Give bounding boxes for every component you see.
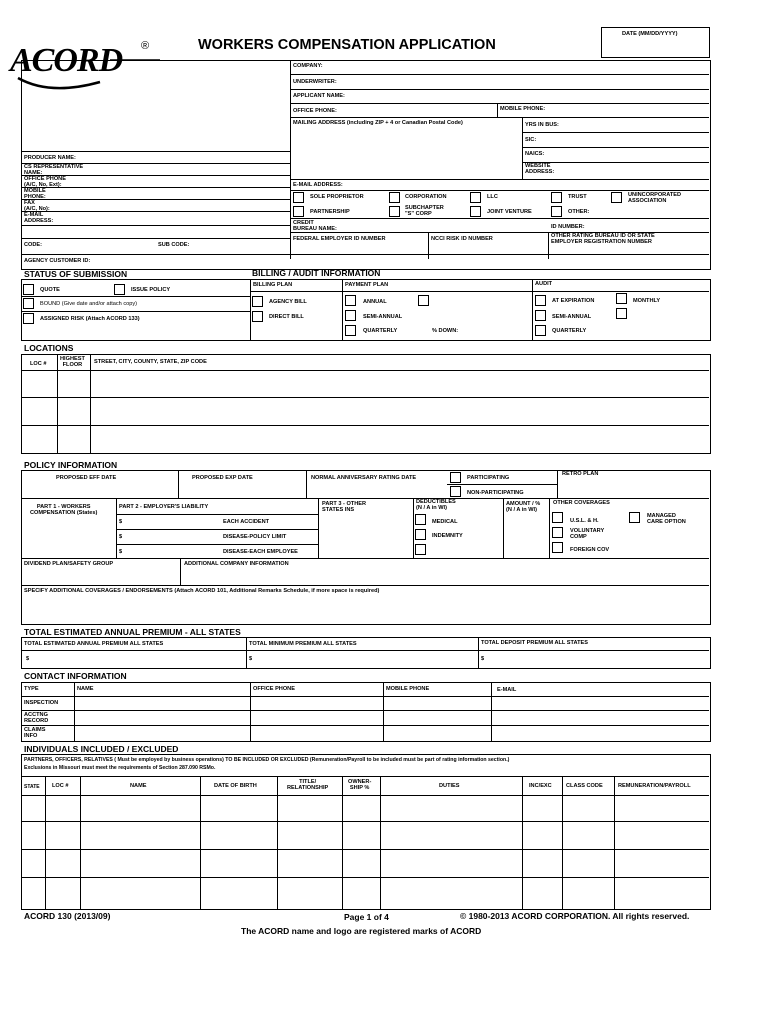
title-header: TITLE/ RELATIONSHIP (287, 779, 329, 791)
inspection-label: INSPECTION (24, 700, 59, 706)
audit-semi-annual-checkbox[interactable] (535, 310, 546, 321)
proposed-exp-label: PROPOSED EXP DATE (192, 475, 253, 481)
loc-col-header: LOC # (30, 361, 47, 367)
deductibles-label: DEDUCTIBLES (N / A in WI) (416, 499, 456, 511)
specify-additional-label: SPECIFY ADDITIONAL COVERAGES / ENDORSEMENTS (Attach ACORD 101, Additional Remarks Schedule, if more space is required) (24, 588, 380, 594)
website-label: WEBSITE ADDRESS: (525, 163, 555, 175)
at-expiration-label: AT EXPIRATION (552, 298, 595, 304)
inc-exc-header: INC/EXC (529, 783, 552, 789)
contact-table (21, 682, 711, 742)
part1-label: PART 1 - WORKERS COMPENSATION (States) (30, 504, 98, 516)
total-deposit-dollar: $ (481, 656, 485, 662)
bound-checkbox[interactable] (23, 298, 34, 309)
registered-mark: ® (141, 40, 150, 52)
billing-plan-label: BILLING PLAN (253, 282, 293, 288)
total-min-dollar: $ (249, 656, 253, 662)
producer-name-label: PRODUCER NAME: (24, 155, 76, 161)
usl-h-label: U.S.L. & H. (570, 518, 599, 524)
policy-heading: POLICY INFORMATION (24, 460, 118, 470)
annual-checkbox[interactable] (345, 295, 356, 306)
issue-policy-checkbox[interactable] (114, 284, 125, 295)
agency-bill-label: AGENCY BILL (269, 299, 307, 305)
dollar-disease-each: $ (119, 549, 123, 555)
premium-heading: TOTAL ESTIMATED ANNUAL PREMIUM - ALL STATES (24, 627, 241, 637)
remuneration-header: REMUNERATION/PAYROLL (618, 783, 691, 789)
voluntary-comp-checkbox[interactable] (552, 527, 563, 538)
at-expiration-checkbox[interactable] (535, 295, 546, 306)
retro-plan-label: RETRO PLAN (562, 471, 599, 477)
agency-customer-id-label: AGENCY CUSTOMER ID: (24, 258, 91, 264)
trademark: The ACORD name and logo are registered marks of ACORD (241, 926, 482, 936)
participating-label: PARTICIPATING (467, 475, 510, 481)
cs-rep-label: CS REPRESENTATIVE NAME: (24, 164, 84, 176)
logo-text: ACORD (10, 42, 123, 79)
audit-quarterly-checkbox[interactable] (535, 325, 546, 336)
non-participating-label: NON-PARTICIPATING (467, 490, 524, 496)
quarterly-checkbox[interactable] (345, 325, 356, 336)
indiv-loc-header: LOC # (52, 783, 69, 789)
monthly-label: MONTHLY (633, 298, 661, 304)
duties-header: DUTIES (439, 783, 460, 789)
medical-label: MEDICAL (432, 519, 458, 525)
sole-proprietor-checkbox[interactable] (293, 192, 304, 203)
agency-mobile-label: MOBILE PHONE: (24, 188, 46, 200)
total-deposit-label: TOTAL DEPOSIT PREMIUM ALL STATES (481, 640, 589, 646)
unincorporated-checkbox[interactable] (611, 192, 622, 203)
claims-label: CLAIMS INFO (24, 727, 46, 739)
managed-care-label: MANAGED CARE OPTION (647, 513, 686, 525)
llc-label: LLC (487, 194, 498, 200)
joint-venture-label: JOINT VENTURE (487, 209, 532, 215)
total-min-label: TOTAL MINIMUM PREMIUM ALL STATES (249, 641, 357, 647)
locations-heading: LOCATIONS (24, 343, 74, 353)
foreign-cov-checkbox[interactable] (552, 542, 563, 553)
agency-email-label: E-MAIL ADDRESS: (24, 212, 54, 224)
audit-label: AUDIT (535, 281, 553, 287)
quote-checkbox[interactable] (23, 284, 34, 295)
agency-office-phone-label: OFFICE PHONE (A/C, No, Ext): (24, 176, 66, 188)
trust-label: TRUST (568, 194, 587, 200)
individuals-heading: INDIVIDUALS INCLUDED / EXCLUDED (24, 744, 179, 754)
corporation-checkbox[interactable] (389, 192, 400, 203)
highest-floor-header: HIGHEST FLOOR (60, 356, 85, 368)
class-code-header: CLASS CODE (566, 783, 603, 789)
payment-plan-label: PAYMENT PLAN (345, 282, 389, 288)
subchapter-s-label: SUBCHAPTER "S" CORP (405, 205, 444, 217)
contact-type-header: TYPE (24, 686, 39, 692)
accounting-label: ACCTNG RECORD (24, 712, 49, 724)
indiv-name-header: NAME (130, 783, 147, 789)
mailing-address-label: MAILING ADDRESS (including ZIP + 4 or Canadian Postal Code) (293, 120, 463, 126)
contact-office-header: OFFICE PHONE (253, 686, 295, 692)
page-number: Page 1 of 4 (344, 912, 389, 922)
other-entity-checkbox[interactable] (551, 206, 562, 217)
part3-label: PART 3 - OTHER STATES INS (322, 501, 367, 513)
joint-venture-checkbox[interactable] (470, 206, 481, 217)
voluntary-comp-label: VOLUNTARY COMP (570, 528, 605, 540)
company-label: COMPANY: (293, 63, 323, 69)
total-est-dollar: $ (26, 656, 30, 662)
total-est-label: TOTAL ESTIMATED ANNUAL PREMIUM ALL STATES (24, 641, 164, 647)
disease-policy-label: DISEASE-POLICY LIMIT (223, 534, 287, 540)
unincorporated-label: UNINCORPORATED ASSOCIATION (628, 192, 682, 204)
deductible-extra-checkbox[interactable] (415, 544, 426, 555)
id-number-label: ID NUMBER: (551, 224, 585, 230)
participating-checkbox[interactable] (450, 472, 461, 483)
direct-bill-checkbox[interactable] (252, 311, 263, 322)
direct-bill-label: DIRECT BILL (269, 314, 304, 320)
llc-checkbox[interactable] (470, 192, 481, 203)
email-address-label: E-MAIL ADDRESS: (293, 182, 343, 188)
usl-h-checkbox[interactable] (552, 512, 563, 523)
non-participating-checkbox[interactable] (450, 486, 461, 497)
subchapter-s-checkbox[interactable] (389, 206, 400, 217)
dividend-label: DIVIDEND PLAN/SAFETY GROUP (24, 561, 114, 567)
contact-mobile-header: MOBILE PHONE (386, 686, 430, 692)
quote-label: QUOTE (40, 287, 60, 293)
part2-label: PART 2 - EMPLOYER'S LIABILITY (119, 504, 209, 510)
ncci-label: NCCI RISK ID NUMBER (431, 236, 493, 242)
amount-pct-label: AMOUNT / % (N / A in WI) (506, 501, 541, 513)
individuals-table (21, 754, 711, 910)
annual-label: ANNUAL (363, 299, 387, 305)
status-heading: STATUS OF SUBMISSION (24, 269, 128, 279)
form-id: ACORD 130 (2013/09) (24, 911, 111, 921)
additional-company-label: ADDITIONAL COMPANY INFORMATION (184, 561, 289, 567)
copyright: © 1980-2013 ACORD CORPORATION. All rights reserved. (460, 911, 690, 921)
underwriter-label: UNDERWRITER: (293, 79, 337, 85)
semi-annual-checkbox[interactable] (345, 310, 356, 321)
partnership-label: PARTNERSHIP (310, 209, 350, 215)
proposed-eff-label: PROPOSED EFF DATE (56, 475, 117, 481)
fein-label: FEDERAL EMPLOYER ID NUMBER (293, 236, 386, 242)
issue-policy-label: ISSUE POLICY (131, 287, 171, 293)
indemnity-label: INDEMNITY (432, 533, 463, 539)
credit-bureau-label: CREDIT BUREAU NAME: (293, 220, 337, 232)
dob-header: DATE OF BIRTH (214, 783, 257, 789)
sole-proprietor-label: SOLE PROPRIETOR (310, 194, 364, 200)
indemnity-checkbox[interactable] (415, 529, 426, 540)
partnership-checkbox[interactable] (293, 206, 304, 217)
audit-semi-annual-label: SEMI-ANNUAL (552, 314, 592, 320)
state-header: STATE (24, 784, 40, 790)
managed-care-checkbox[interactable] (629, 512, 640, 523)
street-header: STREET, CITY, COUNTY, STATE, ZIP CODE (94, 359, 207, 365)
corporation-label: CORPORATION (405, 194, 447, 200)
assigned-risk-checkbox[interactable] (23, 313, 34, 324)
individuals-note1: PARTNERS, OFFICERS, RELATIVES ( Must be employed by business operations) TO BE INCLUDED OR EXCLUDED (Remuneration/Payroll to be included must be part of rating information section.) (24, 757, 510, 763)
assigned-risk-label: ASSIGNED RISK (Attach ACORD 133) (40, 316, 140, 322)
quarterly-label: QUARTERLY (363, 328, 398, 334)
agency-bill-checkbox[interactable] (252, 296, 263, 307)
audit-quarterly-label: QUARTERLY (552, 328, 587, 334)
medical-checkbox[interactable] (415, 514, 426, 525)
contact-name-header: NAME (77, 686, 94, 692)
bound-label: BOUND (Give date and/or attach copy) (40, 301, 138, 307)
contact-heading: CONTACT INFORMATION (24, 671, 127, 681)
other-entity-label: OTHER: (568, 209, 590, 215)
other-coverages-label: OTHER COVERAGES (553, 500, 610, 506)
naics-label: NAICS: (525, 151, 545, 157)
agency-fax-label: FAX (A/C, No): (24, 200, 50, 212)
disease-each-label: DISEASE-EACH EMPLOYEE (223, 549, 298, 555)
locations-table (21, 354, 711, 454)
other-rating-label: OTHER RATING BUREAU ID OR STATE EMPLOYER REGISTRATION NUMBER (551, 233, 655, 245)
code-label: CODE: (24, 242, 43, 248)
each-accident-label: EACH ACCIDENT (223, 519, 270, 525)
trust-checkbox[interactable] (551, 192, 562, 203)
pct-down-label: % DOWN: (432, 328, 459, 334)
sic-label: SIC: (525, 137, 537, 143)
form-title: WORKERS COMPENSATION APPLICATION (198, 37, 496, 53)
office-phone-label: OFFICE PHONE: (293, 108, 337, 114)
semi-annual-label: SEMI-ANNUAL (363, 314, 403, 320)
dollar-disease-policy: $ (119, 534, 123, 540)
ownership-header: OWNER- SHIP % (348, 779, 372, 791)
applicant-name-label: APPLICANT NAME: (293, 93, 345, 99)
sub-code-label: SUB CODE: (158, 242, 190, 248)
dollar-each-accident: $ (119, 519, 123, 525)
monthly-checkbox[interactable] (616, 293, 627, 304)
date-label: DATE (MM/DD/YYYY) (622, 31, 678, 37)
yrs-in-bus-label: YRS IN BUS: (525, 122, 559, 128)
contact-email-header: E-MAIL (497, 687, 517, 693)
billing-heading: BILLING / AUDIT INFORMATION (252, 268, 381, 278)
foreign-cov-label: FOREIGN COV (570, 547, 610, 553)
mobile-phone-label: MOBILE PHONE: (500, 106, 546, 112)
audit-extra-checkbox[interactable] (616, 308, 627, 319)
individuals-note2: Exclusions in Missouri must meet the requirements of Section 287.090 RSMo. (24, 765, 216, 771)
payment-extra-checkbox[interactable] (418, 295, 429, 306)
normal-anniv-label: NORMAL ANNIVERSARY RATING DATE (311, 475, 417, 481)
